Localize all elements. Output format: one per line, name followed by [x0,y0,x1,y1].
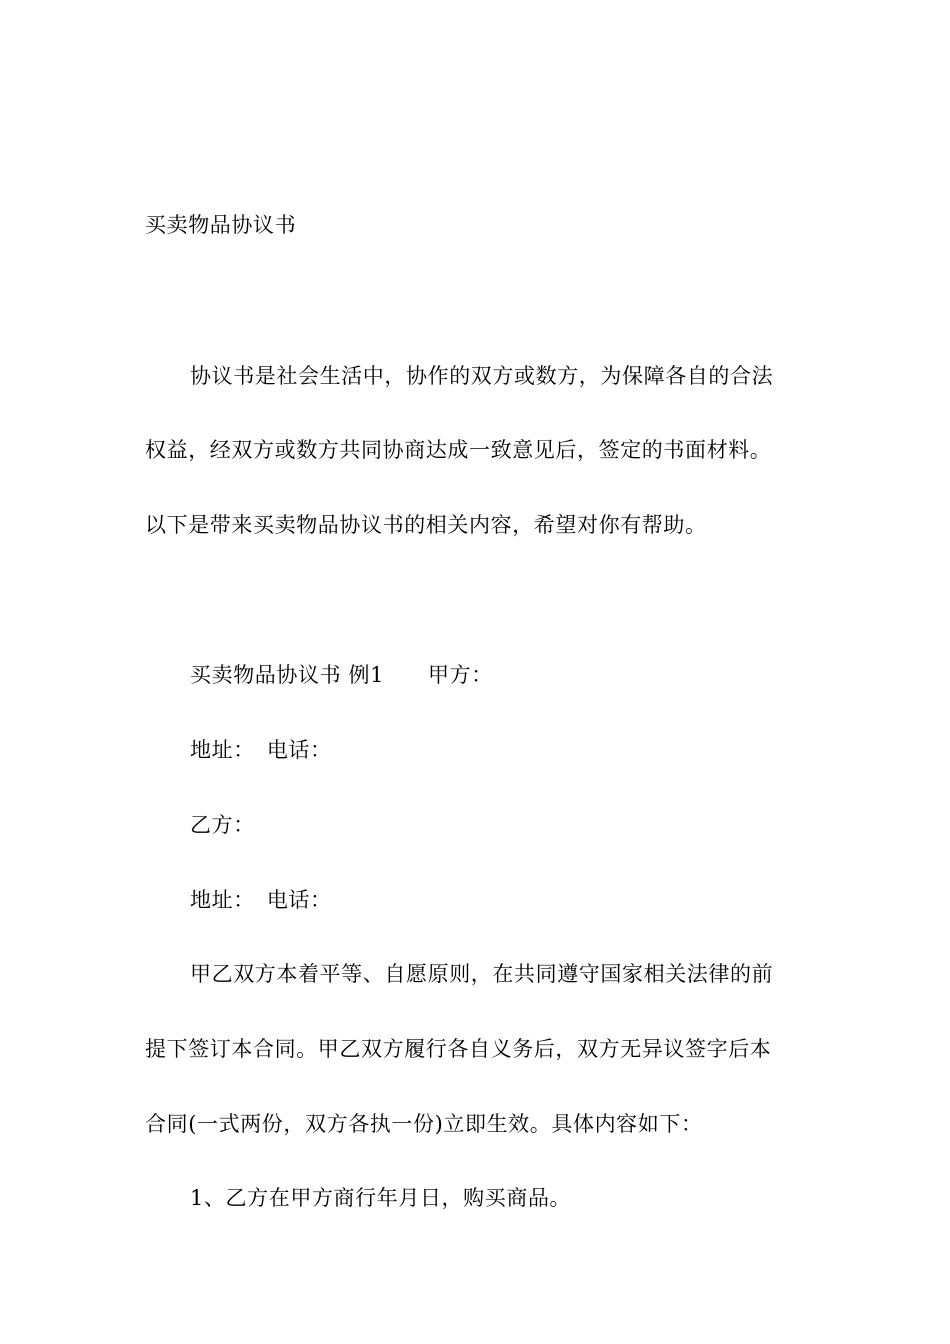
party-b-address-label: 地址： [190,888,255,912]
party-a-address-label: 地址： [190,738,255,762]
party-b-label: 乙方： [190,813,255,837]
preamble-line-3: 合同(一式两份，双方各执一份)立即生效。具体内容如下： [145,1112,703,1136]
party-a-label: 甲方： [428,663,493,687]
example-heading-row [190,661,850,689]
party-b-contact-row [190,886,850,914]
intro-line-1: 协议书是社会生活中，协作的双方或数方，为保障各自的合法 [190,364,774,388]
party-a-contact-row [190,736,850,764]
document-title: 买卖物品协议书 [145,213,297,237]
party-a-phone-label: 电话： [266,738,332,762]
preamble-line-2: 提下签订本合同。甲乙双方履行各自义务后，双方无异议签字后本 [145,1037,772,1061]
preamble-line-1: 甲乙双方本着平等、自愿原则，在共同遵守国家相关法律的前 [190,962,774,986]
clause-1: 1、乙方在甲方商行年月日，购买商品。 [190,1186,572,1210]
party-b-phone-label: 电话： [266,888,332,912]
intro-line-3: 以下是带来买卖物品协议书的相关内容，希望对你有帮助。 [145,513,707,537]
intro-line-2: 权益，经双方或数方共同协商达成一致意见后，签定的书面材料。 [145,438,772,462]
example-heading: 买卖物品协议书 例1 [190,663,385,687]
